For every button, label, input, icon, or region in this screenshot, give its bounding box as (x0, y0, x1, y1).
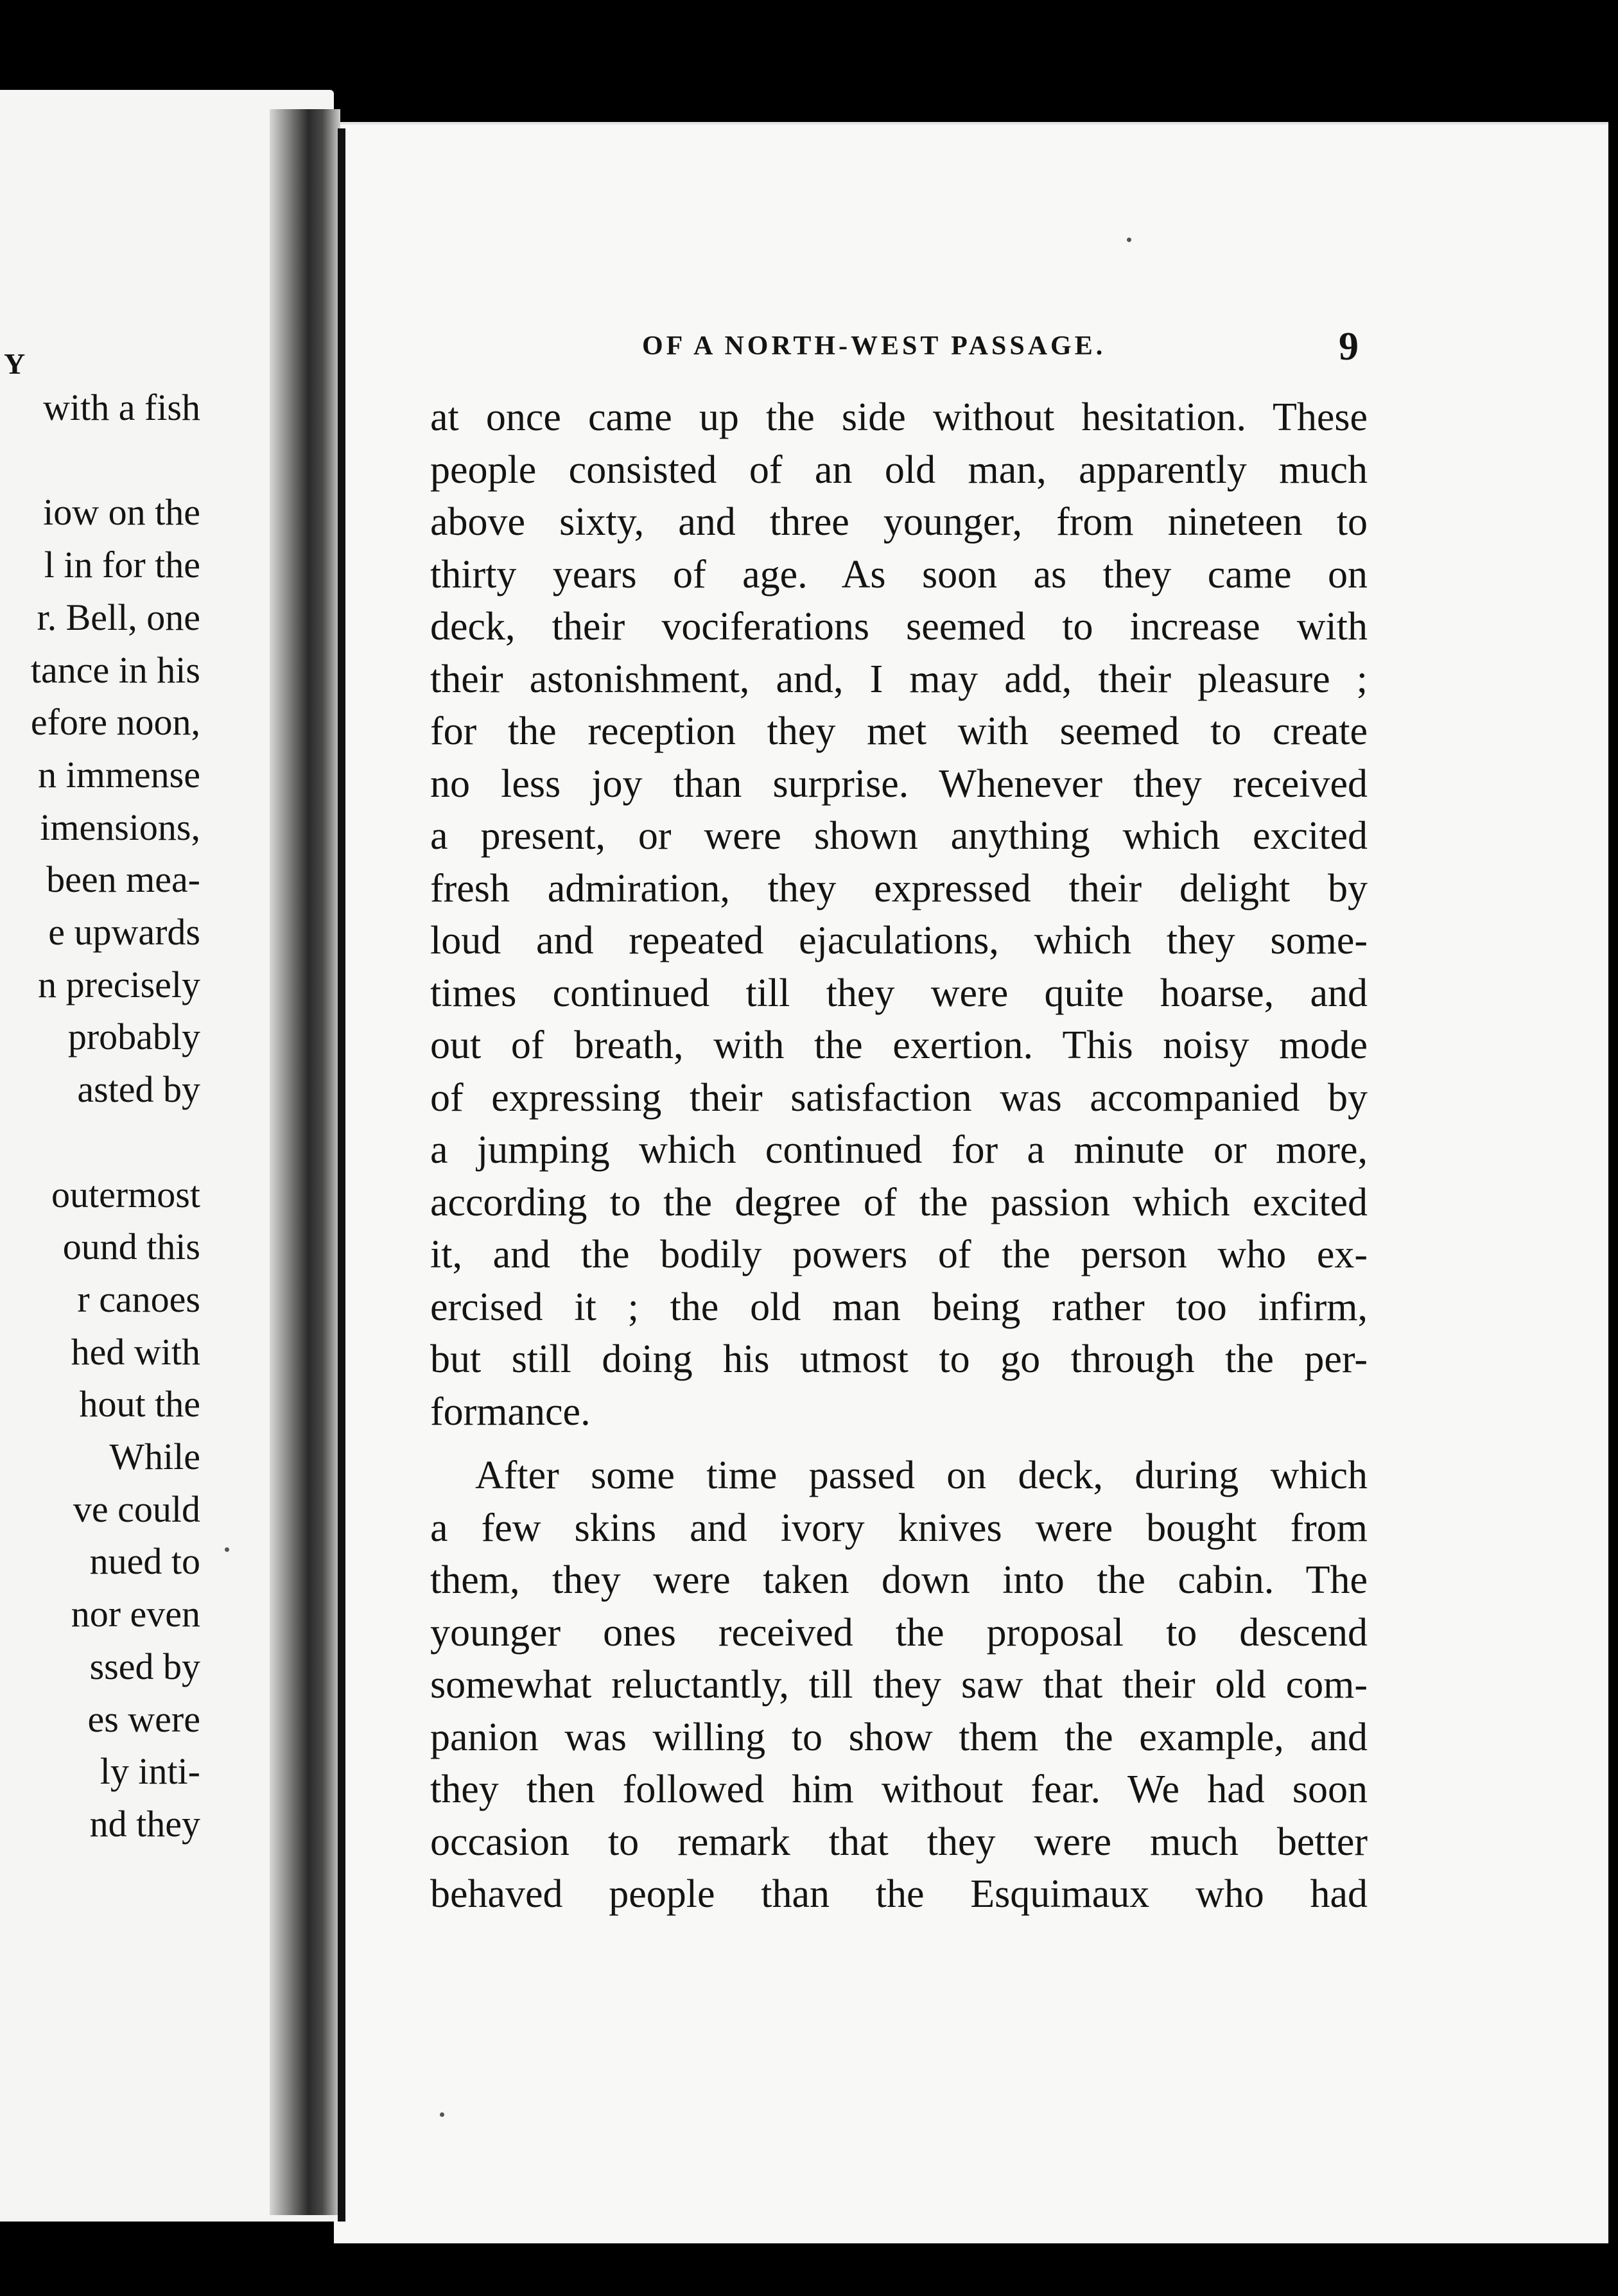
speck (1127, 238, 1131, 242)
left-text-line: hed with (71, 1330, 200, 1373)
left-text-line: been mea- (46, 858, 200, 901)
text-line: times continued till they were quite hoarse, and (430, 971, 1368, 1015)
text-line: above sixty, and three younger, from nineteen to (430, 500, 1368, 544)
text-line: occasion to remark that they were much better (430, 1820, 1368, 1864)
left-text-line: nor even (71, 1593, 200, 1635)
left-text-line: r canoes (77, 1278, 200, 1320)
paragraph-2 (430, 1450, 1368, 1921)
text-line: according to the degree of the passion which excited (430, 1180, 1368, 1224)
text-line: younger ones received the proposal to descend (430, 1610, 1368, 1655)
text-line: their astonishment, and, I may add, their pleasure ; (430, 657, 1368, 701)
text-line: thirty years of age. As soon as they came on (430, 552, 1368, 596)
book-spine (270, 109, 340, 2215)
left-text-line: iow on the (43, 491, 200, 534)
left-text-line: ly inti- (100, 1750, 200, 1793)
left-text-line: hout the (79, 1383, 200, 1425)
left-text-line: e upwards (48, 911, 200, 953)
paragraph-1 (430, 392, 1368, 1438)
text-line: out of breath, with the exertion. This noisy mode (430, 1023, 1368, 1067)
left-text-line: with a fish (43, 387, 200, 428)
text-line: they then followed him without fear. We had soon (430, 1768, 1368, 1811)
speck (440, 2112, 444, 2117)
left-text-line: tance in his (30, 648, 200, 691)
text-line: deck, their vociferations seemed to increase with (430, 605, 1368, 648)
left-text-line: ve could (73, 1488, 200, 1530)
left-text-line: efore noon, (30, 701, 200, 744)
left-text-line: ssed by (89, 1645, 200, 1687)
text-line: of expressing their satisfaction was accompanied by (430, 1075, 1368, 1120)
left-text-line: n immense (38, 753, 200, 796)
left-text-line: ound this (62, 1226, 200, 1268)
text-line: ercised it ; the old man being rather too infirm, (430, 1285, 1368, 1329)
text-line: a few skins and ivory knives were bought from (430, 1506, 1368, 1550)
left-text-line: nued to (89, 1540, 200, 1583)
left-page-text (0, 347, 200, 1850)
left-running-head: Y (4, 347, 28, 380)
text-line: After some time passed on deck, during which (475, 1454, 1368, 1497)
text-line: a jumping which continued for a minute or more, (430, 1128, 1368, 1172)
left-text-line (0, 1116, 200, 1169)
left-text-line: nd they (89, 1802, 200, 1845)
left-text-line: While (109, 1436, 200, 1478)
running-head: OF A NORTH-WEST PASSAGE. (642, 331, 1106, 361)
text-line: it, and the bodily powers of the person who ex- (430, 1233, 1368, 1276)
left-text-line: l in for the (44, 544, 200, 586)
page-number: 9 (1339, 325, 1359, 369)
left-text-line: r. Bell, one (37, 596, 200, 638)
text-line: no less joy than surprise. Whenever they received (430, 761, 1368, 806)
text-line: people consisted of an old man, apparently much (430, 448, 1368, 492)
left-text-line: asted by (77, 1068, 200, 1111)
left-page-lines (0, 381, 200, 1850)
left-text-line: es were (87, 1698, 200, 1740)
left-text-line: probably (67, 1016, 200, 1058)
left-text-line (0, 434, 200, 487)
body-text (430, 392, 1368, 1921)
text-line: behaved people than the Esquimaux who had (430, 1872, 1368, 1916)
left-text-line: outermost (51, 1173, 200, 1215)
text-line: loud and repeated ejaculations, which they some- (430, 919, 1368, 962)
speck (225, 1547, 229, 1552)
text-line: somewhat reluctantly, till they saw that their old com- (430, 1663, 1368, 1707)
text-line: for the reception they met with seemed to create (430, 709, 1368, 753)
text-line: them, they were taken down into the cabin. The (430, 1558, 1368, 1602)
paragraph-gap (430, 1438, 1368, 1450)
text-line: formance. (430, 1389, 591, 1434)
left-text-line: n precisely (38, 963, 200, 1005)
text-line: panion was willing to show them the example, and (430, 1715, 1368, 1759)
left-text-line: imensions, (40, 806, 200, 848)
text-line: but still doing his utmost to go through the per- (430, 1337, 1368, 1381)
gutter-shadow (338, 128, 345, 2222)
text-line: at once came up the side without hesitation. These (430, 396, 1368, 439)
text-line: a present, or were shown anything which excited (430, 814, 1368, 858)
text-line: fresh admiration, they expressed their delight by (430, 866, 1368, 910)
